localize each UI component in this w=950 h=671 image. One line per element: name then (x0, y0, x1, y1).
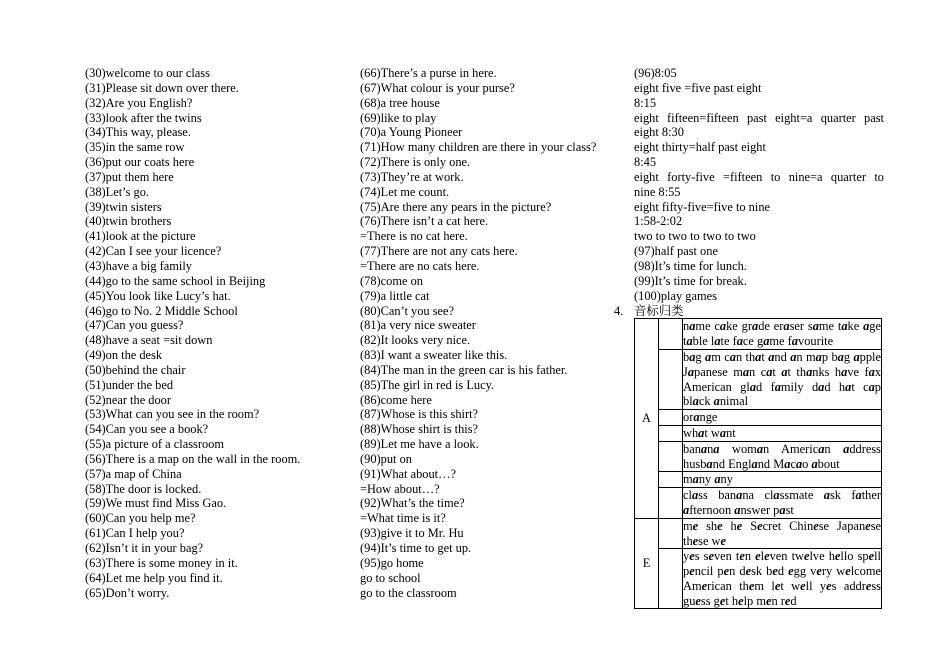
phonics-table (634, 318, 882, 609)
sound-cell (659, 410, 683, 426)
text-line: (58)The door is locked. (85, 481, 202, 496)
text-line: =What time is it? (360, 511, 446, 526)
text-line: (76)There isn’t a cat here. (360, 214, 489, 229)
text-line: (93)give it to Mr. Hu (360, 526, 464, 541)
text-line: 8:15 (634, 95, 657, 110)
text-line: (72)There is only one. (360, 155, 471, 170)
word-list-cell: bag am can that and an map bag apple Japanese man cat at thanks have fax American glad family dad hat cap black animal (683, 349, 882, 409)
text-line: (40)twin brothers (85, 214, 172, 229)
text-line: go to school (360, 570, 421, 585)
phonics-row (635, 518, 882, 549)
text-line: eight thirty=half past eight (634, 140, 766, 155)
text-line: =There is no cat here. (360, 229, 468, 244)
text-line: eight fifty-five=five to nine (634, 199, 771, 214)
text-line: (64)Let me help you find it. (85, 570, 223, 585)
text-line: eight fifteen=fifteen past eight=a quarter past (634, 110, 884, 125)
text-line: two to two to two to two (634, 229, 756, 244)
sound-cell (659, 349, 683, 409)
text-line: (81)a very nice sweater (360, 318, 476, 333)
text-line: (91)What about…? (360, 466, 456, 481)
text-line: (94)It’s time to get up. (360, 541, 472, 555)
text-line: eight 8:30 (634, 125, 684, 140)
text-line: (78)come on (360, 273, 423, 288)
text-line: (34)This way, please. (85, 125, 191, 140)
text-line: (35)in the same row (85, 140, 185, 155)
text-line: (80)Can’t you see? (360, 303, 455, 318)
text-line: go to the classroom (360, 585, 457, 600)
text-line: (32)Are you English? (85, 95, 193, 110)
sound-cell (659, 425, 683, 441)
word-list-cell: orange (683, 410, 882, 426)
text-line: (44)go to the same school in Beijing (85, 273, 266, 288)
section-title: 音标归类 (634, 303, 684, 318)
text-line: (62)Isn’t it in your bag? (85, 541, 204, 555)
text-line: (82)It looks very nice. (360, 333, 471, 348)
text-line: (42)Can I see your licence? (85, 244, 222, 259)
time-expressions (634, 66, 884, 304)
word-list-cell: class banana classmate ask father afternoon answer past (683, 488, 881, 517)
text-line: (50)behind the chair (85, 362, 186, 377)
text-line: (60)Can you help me? (85, 511, 196, 526)
text-line: (100)play games (634, 288, 717, 303)
group-e-letter: E (635, 518, 659, 609)
word-list-cell: name cake grade eraser same take age table late face game favourite (683, 319, 881, 349)
section-heading (614, 303, 884, 319)
right-column (614, 66, 884, 609)
text-line: (41)look at the picture (85, 229, 196, 244)
group-a-letter: A (635, 319, 659, 518)
text-line: (61)Can I help you? (85, 526, 185, 541)
text-line: (67)What colour is your purse? (360, 80, 515, 95)
phonics-row (635, 425, 882, 441)
text-line: (46)go to No. 2 Middle School (85, 303, 238, 318)
middle-column (360, 66, 625, 600)
text-line: (86)come here (360, 392, 432, 407)
text-line: (74)Let me count. (360, 184, 450, 199)
text-line: (52)near the door (85, 392, 172, 407)
text-line: (73)They’re at work. (360, 169, 464, 184)
text-line: =There are no cats here. (360, 258, 480, 273)
text-line: =How about…? (360, 481, 440, 496)
text-line: (90)put on (360, 451, 412, 466)
left-column (85, 66, 347, 600)
text-line: (30)welcome to our class (85, 66, 210, 80)
text-line: (70)a Young Pioneer (360, 125, 463, 140)
phonics-row (635, 549, 882, 609)
text-line: (77)There are not any cats here. (360, 244, 518, 259)
phonics-row (635, 319, 882, 350)
text-line: 8:45 (634, 155, 657, 170)
text-line: (54)Can you see a book? (85, 422, 209, 437)
text-line: (79)a little cat (360, 288, 430, 303)
sound-cell (659, 518, 683, 549)
text-line: (69)like to play (360, 110, 437, 125)
phonics-row (635, 488, 882, 519)
text-line: (66)There’s a purse in here. (360, 66, 497, 80)
text-line: (37)put them here (85, 169, 174, 184)
text-line: (43)have a big family (85, 258, 193, 273)
text-line: (55)a picture of a classroom (85, 437, 224, 452)
text-line: (87)Whose is this shirt? (360, 407, 479, 422)
text-line: (49)on the desk (85, 348, 163, 363)
text-line: (45)You look like Lucy’s hat. (85, 288, 231, 303)
text-line: (96)8:05 (634, 66, 677, 80)
section-number: 4. (614, 303, 624, 318)
word-list-cell: me she he Secret Chinese Japanese these we (683, 518, 882, 548)
text-line: (56)There is a map on the wall in the room. (85, 451, 301, 466)
text-line: (98)It’s time for lunch. (634, 258, 747, 273)
text-line: (48)have a seat =sit down (85, 333, 213, 348)
text-line: (92)What’s the time? (360, 496, 465, 511)
text-line: (84)The man in the green car is his father. (360, 362, 568, 377)
text-line: (53)What can you see in the room? (85, 407, 260, 422)
phonics-row (635, 441, 882, 472)
text-line: (75)Are there any pears in the picture? (360, 199, 552, 214)
text-line: nine 8:55 (634, 184, 681, 199)
phonics-row (635, 472, 882, 488)
text-line: (83)I want a sweater like this. (360, 348, 508, 363)
text-line: (51)under the bed (85, 377, 174, 392)
text-line: 1:58-2:02 (634, 214, 683, 229)
sound-cell (659, 488, 683, 519)
phonics-row (635, 349, 882, 409)
sound-cell (659, 319, 683, 350)
word-list-cell: many any (683, 472, 882, 488)
text-line: (39)twin sisters (85, 199, 162, 214)
text-line: (71)How many children are there in your class? (360, 140, 597, 155)
sound-cell (659, 472, 683, 488)
text-line: (59)We must find Miss Gao. (85, 496, 227, 511)
text-line: (57)a map of China (85, 466, 182, 481)
text-line: (85)The girl in red is Lucy. (360, 377, 495, 392)
text-line: (97)half past one (634, 244, 718, 259)
text-line: (88)Whose shirt is this? (360, 422, 479, 437)
text-line: (95)go home (360, 555, 424, 570)
text-line: eight five =five past eight (634, 80, 762, 95)
text-line: eight forty-five =fifteen to nine=a quarter to (634, 169, 884, 184)
text-line: (63)There is some money in it. (85, 555, 238, 570)
word-list-cell: what want (683, 425, 882, 441)
sound-cell (659, 441, 683, 472)
text-line: (38)Let’s go. (85, 184, 150, 199)
word-list-cell: yes seven ten eleven twelve hello spell pencil pen desk bed egg very welcome American them let well yes address guess get help men red (683, 549, 882, 608)
text-line: (68)a tree house (360, 95, 440, 110)
text-line: (31)Please sit down over there. (85, 80, 239, 95)
text-line: (36)put our coats here (85, 155, 195, 170)
text-line: (99)It’s time for break. (634, 273, 747, 288)
text-line: (89)Let me have a look. (360, 437, 479, 452)
sound-cell (659, 549, 683, 609)
text-line: (65)Don’t worry. (85, 585, 170, 600)
phonics-row (635, 410, 882, 426)
text-line: (47)Can you guess? (85, 318, 184, 333)
word-list-cell: banana woman American address husband England Macao about (683, 441, 881, 471)
text-line: (33)look after the twins (85, 110, 202, 125)
